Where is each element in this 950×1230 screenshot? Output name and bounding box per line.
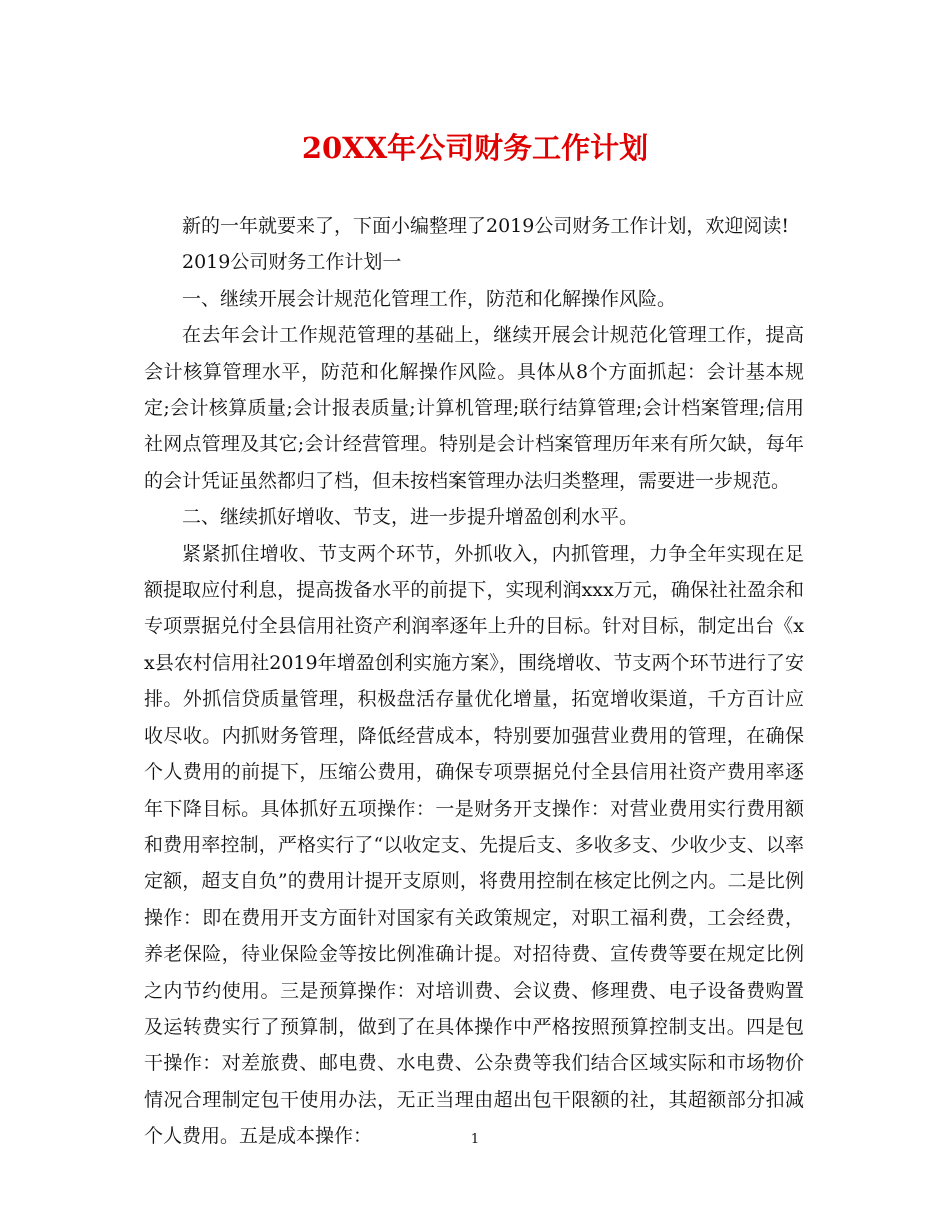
page-number: 1	[470, 1132, 480, 1147]
paragraph-accounting-standardization: 在去年会计工作规范管理的基础上，继续开展会计规范化管理工作，提高会计核算管理水平，防范和化解操作风险。具体从8个方面抓起：会计基本规定;会计核算质量;会计报表质量;计算机管理;联行结算管理;会计档案管理;信用社网点管理及其它;会计经营管理。特别是会计档案管理历年来有所欠缺，每年的会计凭证虽然都归了档，但未按档案管理办法归类整理，需要进一步规范。	[144, 324, 804, 492]
document-title: 20XX年公司财务工作计划	[301, 131, 649, 165]
paragraph-revenue-cost-control: 紧紧抓住增收、节支两个环节，外抓收入，内抓管理，力争全年实现在足额提取应付利息，提高拨备水平的前提下，实现利润xxx万元，确保社社盈余和专项票据兑付全县信用社资产利润率逐年上升的目标。针对目标，制定出台《xx县农村信用社2019年增盈创利实施方案》，围绕增收、节支两个环节进行了安排。外抓信贷质量管理，积极盘活存量优化增量，拓宽增收渠道，千方百计应收尽收。内抓财务管理，降低经营成本，特别要加强营业费用的管理，在确保个人费用的前提下，压缩公费用，确保专项票据兑付全县信用社资产费用率逐年下降目标。具体抓好五项操作：一是财务开支操作：对营业费用实行费用额和费用率控制，严格实行了“以收定支、先提后支、多收多支、少收少支、以率定额，超支自负”的费用计提开支原则，将费用控制在核定比例之内。二是比例操作：即在费用开支方面针对国家有关政策规定，对职工福利费，工会经费，养老保险，待业保险金等按比例准确计提。对招待费、宣传费等要在规定比例之内节约使用。三是预算操作：对培训费、会议费、修理费、电子设备费购置及运转费实行了预算制，做到了在具体操作中严格按照预算控制支出。四是包干操作：对差旅费、邮电费、水电费、公杂费等我们结合区域实际和市场物价情况合理制定包干使用办法，无正当理由超出包干限额的社，其超额部分扣减个人费用。五是成本操作：	[144, 542, 804, 1148]
section-heading-two: 二、继续抓好增收、节支，进一步提升增盈创利水平。	[182, 506, 639, 529]
section-heading-one: 一、继续开展会计规范化管理工作，防范和化解操作风险。	[182, 287, 677, 310]
document-body	[144, 208, 804, 1155]
paragraph-intro: 新的一年就要来了，下面小编整理了2019公司财务工作计划，欢迎阅读!	[182, 215, 789, 237]
section-heading-plan-one: 2019公司财务工作计划一	[182, 251, 402, 274]
